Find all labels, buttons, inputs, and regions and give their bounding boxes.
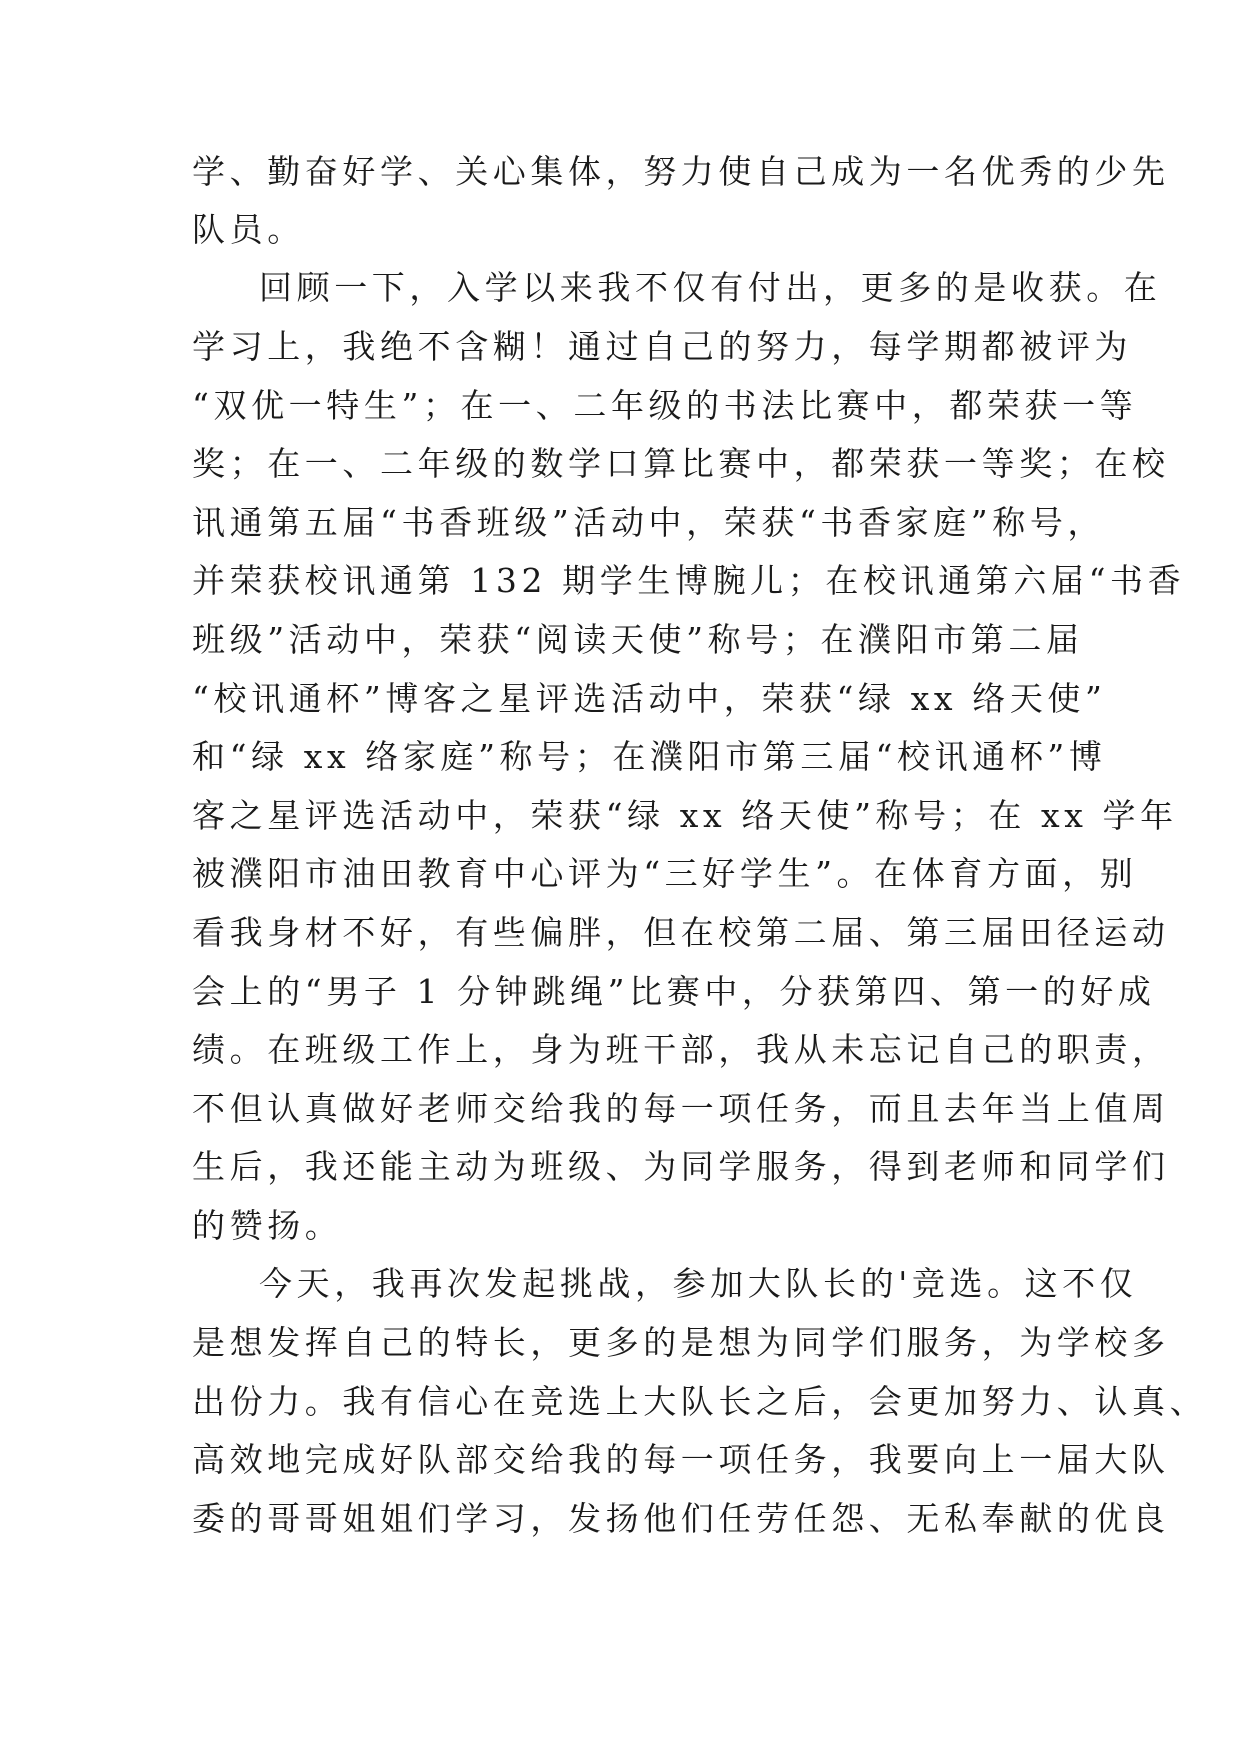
text-line: 学习上，我绝不含糊！通过自己的努力，每学期都被评为 <box>192 327 1132 366</box>
text-line: 班级”活动中，荣获“阅读天使”称号；在濮阳市第二届 <box>192 620 1084 659</box>
text-line: 会上的“男子 1 分钟跳绳”比赛中，分获第四、第一的好成 <box>192 972 1156 1011</box>
text-line: 出份力。我有信心在竞选上大队长之后，会更加努力、认真、 <box>192 1382 1208 1421</box>
paragraph-start-line: 今天，我再次发起挑战，参加大队长的'竞选。这不仅 <box>259 1264 1138 1303</box>
text-line: 讯通第五届“书香班级”活动中，荣获“书香家庭”称号， <box>192 503 1106 542</box>
text-line: 不但认真做好老师交给我的每一项任务，而且去年当上值周 <box>192 1089 1170 1128</box>
text-line: 委的哥哥姐姐们学习，发扬他们任劳任怨、无私奉献的优良 <box>192 1499 1170 1538</box>
text-line: 学、勤奋好学、关心集体，努力使自己成为一名优秀的少先 <box>192 152 1170 191</box>
text-line: 队员。 <box>192 210 305 249</box>
text-line: 是想发挥自己的特长，更多的是想为同学们服务，为学校多 <box>192 1323 1170 1362</box>
text-line: 奖；在一、二年级的数学口算比赛中，都荣获一等奖；在校 <box>192 444 1170 483</box>
text-line: 客之星评选活动中，荣获“绿 xx 络天使”称号；在 xx 学年 <box>192 796 1178 835</box>
text-line: 被濮阳市油田教育中心评为“三好学生”。在体育方面，别 <box>192 854 1138 893</box>
text-line: 的赞扬。 <box>192 1206 343 1245</box>
text-line: 高效地完成好队部交给我的每一项任务，我要向上一届大队 <box>192 1440 1170 1479</box>
text-line: 并荣获校讯通第 132 期学生博腕儿；在校讯通第六届“书香 <box>192 561 1186 600</box>
text-line: 和“绿 xx 络家庭”称号；在濮阳市第三届“校讯通杯”博 <box>192 737 1107 776</box>
paragraph-start-line: 回顾一下，入学以来我不仅有付出，更多的是收获。在 <box>259 268 1162 307</box>
text-line: 看我身材不好，有些偏胖，但在校第二届、第三届田径运动 <box>192 913 1170 952</box>
text-line: 生后，我还能主动为班级、为同学服务，得到老师和同学们 <box>192 1147 1170 1186</box>
text-line: “双优一特生”；在一、二年级的书法比赛中，都荣获一等 <box>192 386 1138 425</box>
text-line: 绩。在班级工作上，身为班干部，我从未忘记自己的职责， <box>192 1030 1170 1069</box>
text-line: “校讯通杯”博客之星评选活动中，荣获“绿 xx 络天使” <box>192 679 1107 718</box>
